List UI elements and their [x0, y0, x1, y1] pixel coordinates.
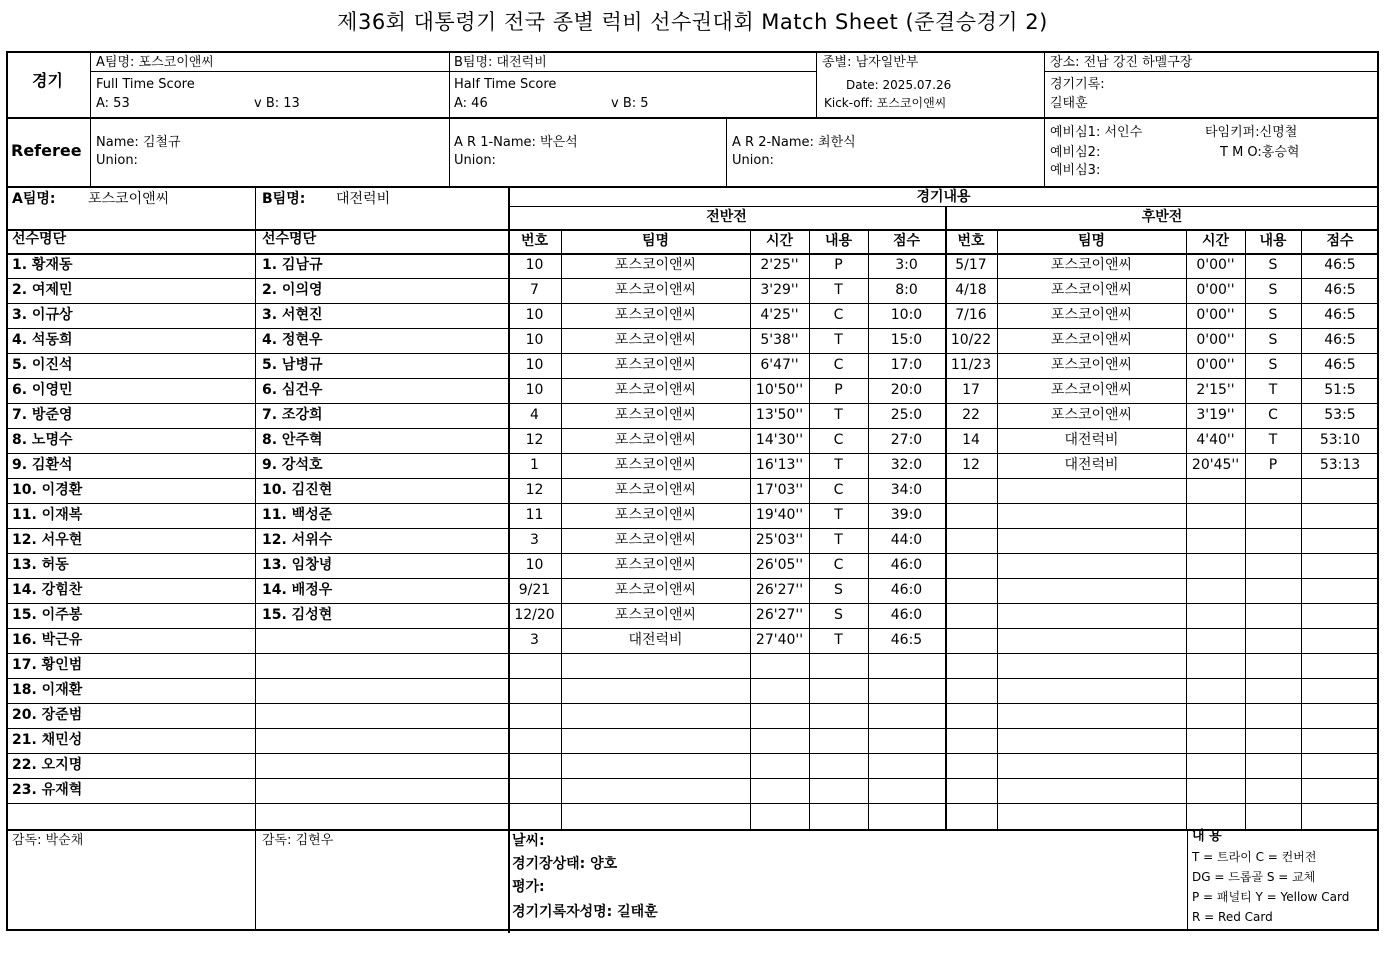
first_half-cell: 44:0	[890, 532, 923, 548]
second-half-header-0: 번호	[957, 233, 985, 249]
first_half-cell: 10	[525, 557, 544, 573]
b-player: 10. 김진현	[262, 482, 333, 498]
second_half-cell: 46:5	[1324, 332, 1356, 348]
ar2-union: Union:	[732, 153, 774, 168]
second_half-cell: 4/18	[955, 282, 987, 298]
second_half-cell: 10/22	[950, 332, 992, 348]
first_half-cell: 26'27''	[755, 607, 804, 623]
first_half-cell: 12	[525, 482, 544, 498]
first_half-cell: S	[834, 582, 843, 598]
second_half-cell: 포스코이앤씨	[1050, 307, 1133, 323]
legend-title: 내 용	[1192, 829, 1222, 844]
first_half-cell: 14'30''	[755, 432, 804, 448]
b-player: 12. 서위수	[262, 532, 333, 548]
coach-b: 감독: 김현우	[262, 833, 334, 848]
half-time-label: Half Time Score	[454, 77, 557, 92]
second_half-cell: 46:5	[1324, 357, 1356, 373]
a-team-name: 포스코이앤씨	[88, 191, 170, 207]
coach-a: 감독: 박순채	[12, 833, 84, 848]
first-half-header-1: 팀명	[641, 233, 670, 249]
ar1-name: A R 1-Name: 박은석	[454, 135, 578, 150]
second_half-cell: 12	[962, 457, 980, 473]
first_half-cell: T	[834, 532, 843, 548]
first_half-cell: 27'40''	[755, 632, 804, 648]
second-half-label: 후반전	[1141, 209, 1183, 225]
second_half-cell: 53:10	[1319, 432, 1361, 448]
second_half-cell: 11/23	[950, 357, 992, 373]
legend-line-4: R = Red Card	[1192, 910, 1273, 924]
first_half-cell: 26'27''	[755, 582, 804, 598]
weather: 날씨:	[512, 833, 545, 849]
first_half-cell: 포스코이앤씨	[614, 507, 697, 523]
tmo: T M O:홍승혁	[1220, 145, 1300, 160]
kickoff: Kick-off: 포스코이앤씨	[824, 96, 947, 110]
match-sheet	[6, 51, 1379, 931]
first_half-cell: 17'03''	[755, 482, 804, 498]
first_half-cell: 4	[530, 407, 539, 423]
first_half-cell: 포스코이앤씨	[614, 457, 697, 473]
first_half-cell: 13'50''	[755, 407, 804, 423]
a-player: 10. 이경환	[12, 482, 83, 498]
first_half-cell: 12	[525, 432, 544, 448]
second_half-cell: S	[1268, 257, 1278, 273]
a-player-list-label: 선수명단	[12, 231, 67, 247]
second_half-cell: 대전럭비	[1064, 432, 1119, 448]
first_half-cell: 19'40''	[755, 507, 804, 523]
second_half-cell: S	[1268, 282, 1278, 298]
first_half-cell: 12/20	[514, 607, 555, 623]
second_half-cell: 51:5	[1324, 382, 1356, 398]
first_half-cell: P	[834, 257, 843, 273]
page-title: 제36회 대통령기 전국 종별 럭비 선수권대회 Match Sheet (준결승경기 2)	[337, 10, 1048, 34]
timekeeper: 타임키퍼:신명철	[1205, 125, 1298, 140]
first_half-cell: 46:0	[890, 582, 923, 598]
second_half-cell: 22	[962, 407, 980, 423]
first_half-cell: 9/21	[518, 582, 551, 598]
first_half-cell: 포스코이앤씨	[614, 557, 697, 573]
second_half-cell: C	[1268, 407, 1278, 423]
first_half-cell: 3	[530, 632, 539, 648]
b-player: 1. 김남규	[262, 257, 323, 273]
ar1-union: Union:	[454, 153, 496, 168]
first_half-cell: 46:0	[890, 557, 923, 573]
first_half-cell: 포스코이앤씨	[614, 282, 697, 298]
a-team-label: A팀명:	[12, 191, 56, 207]
second_half-cell: 0'00''	[1196, 307, 1235, 323]
first_half-cell: 25'03''	[755, 532, 804, 548]
first_half-cell: 20:0	[890, 382, 923, 398]
first_half-cell: 26'05''	[755, 557, 804, 573]
first_half-cell: 포스코이앤씨	[614, 332, 697, 348]
first-half-header-0: 번호	[520, 233, 549, 249]
category: 종별: 남자일반부	[822, 55, 919, 70]
first_half-cell: 32:0	[890, 457, 923, 473]
full-time-b-score: v B: 13	[254, 96, 300, 111]
second_half-cell: 포스코이앤씨	[1050, 332, 1133, 348]
first-half-header-3: 내용	[824, 233, 853, 249]
half-time-b-score: v B: 5	[611, 96, 649, 111]
recorder-name: 길태훈	[1050, 96, 1088, 111]
first_half-cell: 포스코이앤씨	[614, 482, 697, 498]
second-half-header-1: 팀명	[1077, 233, 1106, 249]
a-player: 9. 김환석	[12, 457, 73, 473]
first_half-cell: 7	[530, 282, 539, 298]
b-player: 3. 서현진	[262, 307, 323, 323]
first-half-header-4: 점수	[892, 233, 921, 249]
a-player: 18. 이재환	[12, 682, 83, 698]
second_half-cell: S	[1268, 307, 1278, 323]
first_half-cell: 10	[525, 332, 544, 348]
first_half-cell: T	[834, 507, 843, 523]
b-player: 7. 조강희	[262, 407, 323, 423]
a-player: 22. 오지명	[12, 757, 83, 773]
first_half-cell: 46:0	[890, 607, 923, 623]
venue: 장소: 전남 강진 하멜구장	[1050, 55, 1193, 70]
ar2-name: A R 2-Name: 최한식	[732, 135, 856, 150]
first_half-cell: 25:0	[890, 407, 923, 423]
first_half-cell: 포스코이앤씨	[614, 357, 697, 373]
b-player-list-label: 선수명단	[262, 231, 317, 247]
second_half-cell: 대전럭비	[1064, 457, 1119, 473]
second_half-cell: 포스코이앤씨	[1050, 407, 1133, 423]
a-player: 2. 여제민	[12, 282, 73, 298]
first_half-cell: T	[834, 282, 843, 298]
second_half-cell: T	[1268, 432, 1278, 448]
ground-condition: 경기장상태: 양호	[512, 856, 618, 872]
a-player: 13. 허동	[12, 557, 69, 573]
reserve-referee-3: 예비심3:	[1050, 163, 1101, 178]
a-player: 16. 박근유	[12, 632, 83, 648]
b-player: 13. 임창녕	[262, 557, 333, 573]
first_half-cell: 16'13''	[755, 457, 804, 473]
second_half-cell: 0'00''	[1196, 332, 1235, 348]
first_half-cell: 11	[525, 507, 544, 523]
first_half-cell: P	[834, 382, 843, 398]
second_half-cell: 17	[962, 382, 980, 398]
first_half-cell: S	[834, 607, 843, 623]
referee-label: Referee	[11, 141, 82, 160]
first_half-cell: 27:0	[890, 432, 923, 448]
first-half-header-2: 시간	[765, 233, 794, 249]
first_half-cell: 10	[525, 382, 544, 398]
a-player: 15. 이주봉	[12, 607, 83, 623]
first_half-cell: 46:5	[890, 632, 923, 648]
first_half-cell: 39:0	[890, 507, 923, 523]
a-player: 12. 서우현	[12, 532, 83, 548]
first_half-cell: 4'25''	[760, 307, 799, 323]
b-player: 8. 안주혁	[262, 432, 323, 448]
b-player: 11. 백성준	[262, 507, 333, 523]
first_half-cell: 포스코이앤씨	[614, 407, 697, 423]
b-player: 15. 김성현	[262, 607, 333, 623]
second-half-header-2: 시간	[1201, 233, 1230, 249]
first_half-cell: 10'50''	[755, 382, 804, 398]
first_half-cell: 8:0	[895, 282, 918, 298]
second_half-cell: S	[1268, 332, 1278, 348]
first_half-cell: 포스코이앤씨	[614, 307, 697, 323]
first-half-label: 전반전	[706, 209, 747, 225]
first_half-cell: 포스코이앤씨	[614, 257, 697, 273]
second_half-cell: 0'00''	[1196, 257, 1235, 273]
second_half-cell: 7/16	[955, 307, 987, 323]
a-player: 11. 이재복	[12, 507, 83, 523]
first_half-cell: 15:0	[890, 332, 923, 348]
first_half-cell: C	[833, 357, 844, 373]
a-player: 20. 장준범	[12, 707, 83, 723]
first_half-cell: 2'25''	[760, 257, 799, 273]
first_half-cell: T	[834, 332, 843, 348]
second_half-cell: 3'19''	[1196, 407, 1235, 423]
a-player: 3. 이규상	[12, 307, 73, 323]
first_half-cell: 10	[525, 357, 544, 373]
first_half-cell: C	[833, 432, 844, 448]
second_half-cell: 5/17	[955, 257, 987, 273]
first_half-cell: 대전럭비	[628, 632, 683, 648]
first_half-cell: 10:0	[890, 307, 923, 323]
reserve-referee-1: 예비심1: 서인수	[1050, 125, 1143, 140]
first_half-cell: 3'29''	[760, 282, 799, 298]
second-half-header-4: 점수	[1326, 233, 1354, 249]
second_half-cell: 포스코이앤씨	[1050, 257, 1133, 273]
b-player: 14. 배정우	[262, 582, 333, 598]
first_half-cell: T	[834, 407, 843, 423]
b-player: 5. 남병규	[262, 357, 323, 373]
first_half-cell: 6'47''	[760, 357, 799, 373]
a-player: 21. 채민성	[12, 732, 83, 748]
second_half-cell: 53:13	[1319, 457, 1361, 473]
game-label: 경기	[32, 71, 63, 90]
second_half-cell: S	[1268, 357, 1278, 373]
full-time-label: Full Time Score	[96, 77, 195, 92]
referee-name: Name: 김철규	[96, 135, 181, 150]
legend-line-3: P = 패널티 Y = Yellow Card	[1192, 890, 1350, 904]
a-player: 1. 황재동	[12, 257, 73, 273]
half-time-a-score: A: 46	[454, 96, 488, 111]
match-content-label: 경기내용	[916, 189, 971, 205]
second_half-cell: 포스코이앤씨	[1050, 357, 1133, 373]
full-time-a-score: A: 53	[96, 96, 130, 111]
b-player: 2. 이의영	[262, 282, 323, 298]
a-player: 8. 노명수	[12, 432, 73, 448]
team-a-name: A팀명: 포스코이앤씨	[96, 55, 214, 70]
first_half-cell: 3	[530, 532, 539, 548]
first_half-cell: 포스코이앤씨	[614, 382, 697, 398]
reserve-referee-2: 예비심2:	[1050, 145, 1101, 160]
second_half-cell: 53:5	[1324, 407, 1356, 423]
a-player: 7. 방준영	[12, 407, 73, 423]
second_half-cell: 포스코이앤씨	[1050, 282, 1133, 298]
second_half-cell: 0'00''	[1196, 282, 1235, 298]
first_half-cell: 10	[525, 257, 544, 273]
b-player: 9. 강석호	[262, 457, 323, 473]
team-b-name: B팀명: 대전럭비	[454, 55, 547, 70]
a-player: 5. 이진석	[12, 357, 73, 373]
second_half-cell: 4'40''	[1196, 432, 1235, 448]
second_half-cell: 0'00''	[1196, 357, 1235, 373]
first_half-cell: T	[834, 457, 843, 473]
second_half-cell: 46:5	[1324, 257, 1356, 273]
second_half-cell: P	[1268, 457, 1278, 473]
first_half-cell: 5'38''	[760, 332, 799, 348]
second_half-cell: 포스코이앤씨	[1050, 382, 1133, 398]
record-writer: 경기기록자성명: 길태훈	[512, 904, 658, 920]
second_half-cell: 14	[962, 432, 980, 448]
legend-line-2: DG = 드롭골 S = 교체	[1192, 870, 1316, 884]
first_half-cell: C	[833, 482, 844, 498]
first_half-cell: 17:0	[890, 357, 923, 373]
second-half-header-3: 내용	[1259, 233, 1287, 249]
b-team-name: 대전럭비	[336, 191, 391, 207]
a-player: 14. 강힘찬	[12, 582, 83, 598]
first_half-cell: 포스코이앤씨	[614, 582, 697, 598]
first_half-cell: C	[833, 307, 844, 323]
match-date: Date: 2025.07.26	[846, 78, 952, 92]
first_half-cell: 포스코이앤씨	[614, 532, 697, 548]
b-player: 4. 정현우	[262, 332, 323, 348]
evaluation: 평가:	[512, 879, 545, 895]
first_half-cell: 3:0	[895, 257, 918, 273]
first_half-cell: C	[833, 557, 844, 573]
second_half-cell: 46:5	[1324, 282, 1356, 298]
b-team-label: B팀명:	[262, 191, 306, 207]
a-player: 6. 이영민	[12, 382, 73, 398]
first_half-cell: T	[834, 632, 843, 648]
first_half-cell: 10	[525, 307, 544, 323]
a-player: 23. 유재혁	[12, 782, 83, 798]
first_half-cell: 34:0	[890, 482, 923, 498]
first_half-cell: 1	[530, 457, 539, 473]
second_half-cell: 2'15''	[1196, 382, 1235, 398]
second_half-cell: 20'45''	[1191, 457, 1240, 473]
referee-union: Union:	[96, 153, 138, 168]
a-player: 17. 황인범	[12, 657, 83, 673]
b-player: 6. 심건우	[262, 382, 323, 398]
recorder-label: 경기기록:	[1050, 77, 1105, 92]
second_half-cell: 46:5	[1324, 307, 1356, 323]
second_half-cell: T	[1268, 382, 1278, 398]
first_half-cell: 포스코이앤씨	[614, 607, 697, 623]
a-player: 4. 석동희	[12, 332, 73, 348]
first_half-cell: 포스코이앤씨	[614, 432, 697, 448]
legend-line-1: T = 트라이 C = 컨버전	[1192, 850, 1317, 864]
